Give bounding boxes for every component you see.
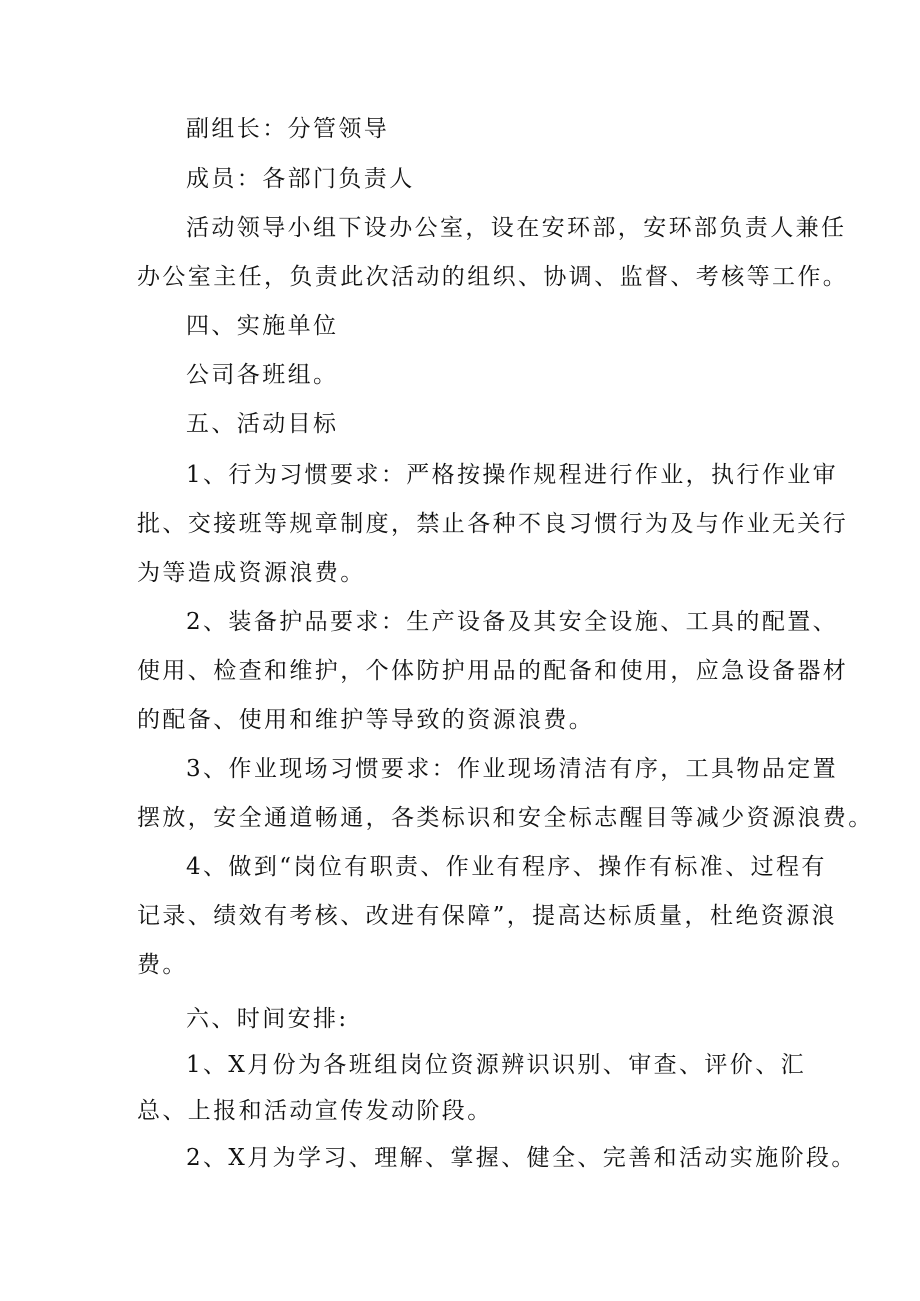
goal-3-line-2: 摆放，安全通道畅通，各类标识和安全标志醒目等减少资源浪费。 bbox=[137, 805, 874, 831]
section-heading-activity-goals: 五、活动目标 bbox=[186, 411, 339, 437]
goal-1-line-2: 批、交接班等规章制度，禁止各种不良习惯行为及与作业无关行 bbox=[137, 511, 849, 537]
members-line: 成员：各部门负责人 bbox=[186, 166, 415, 192]
schedule-1-line-1: 1、X月份为各班组岗位资源辨识识别、审查、评价、汇 bbox=[186, 1052, 807, 1078]
deputy-leader-line: 副组长：分管领导 bbox=[186, 116, 390, 142]
goal-2-line-3: 的配备、使用和维护等导致的资源浪费。 bbox=[137, 707, 595, 733]
section-heading-schedule: 六、时间安排: bbox=[186, 1006, 349, 1032]
schedule-2-line-1: 2、X月为学习、理解、掌握、健全、完善和活动实施阶段。 bbox=[186, 1145, 857, 1171]
goal-1-line-3: 为等造成资源浪费。 bbox=[137, 560, 366, 586]
schedule-1-line-2: 总、上报和活动宣传发动阶段。 bbox=[137, 1098, 493, 1124]
section-heading-implementation-unit: 四、实施单位 bbox=[186, 313, 339, 339]
goal-2-line-2: 使用、检查和维护，个体防护用品的配备和使用，应急设备器材 bbox=[137, 658, 849, 684]
paragraph-office-line-2: 办公室主任，负责此次活动的组织、协调、监督、考核等工作。 bbox=[137, 264, 849, 290]
goal-4-line-1: 4、做到“岗位有职责、作业有程序、操作有标准、过程有 bbox=[186, 854, 827, 880]
implementation-unit-text: 公司各班组。 bbox=[186, 362, 339, 388]
paragraph-office-line-1: 活动领导小组下设办公室，设在安环部，安环部负责人兼任 bbox=[186, 215, 847, 241]
goal-1-line-1: 1、行为习惯要求：严格按操作规程进行作业，执行作业审 bbox=[186, 462, 839, 488]
goal-3-line-1: 3、作业现场习惯要求：作业现场清洁有序，工具物品定置 bbox=[186, 756, 839, 782]
goal-2-line-1: 2、装备护品要求：生产设备及其安全设施、工具的配置、 bbox=[186, 609, 839, 635]
goal-4-line-3: 费。 bbox=[137, 952, 188, 978]
goal-4-line-2: 记录、绩效有考核、改进有保障”，提高达标质量，杜绝资源浪 bbox=[137, 903, 837, 929]
